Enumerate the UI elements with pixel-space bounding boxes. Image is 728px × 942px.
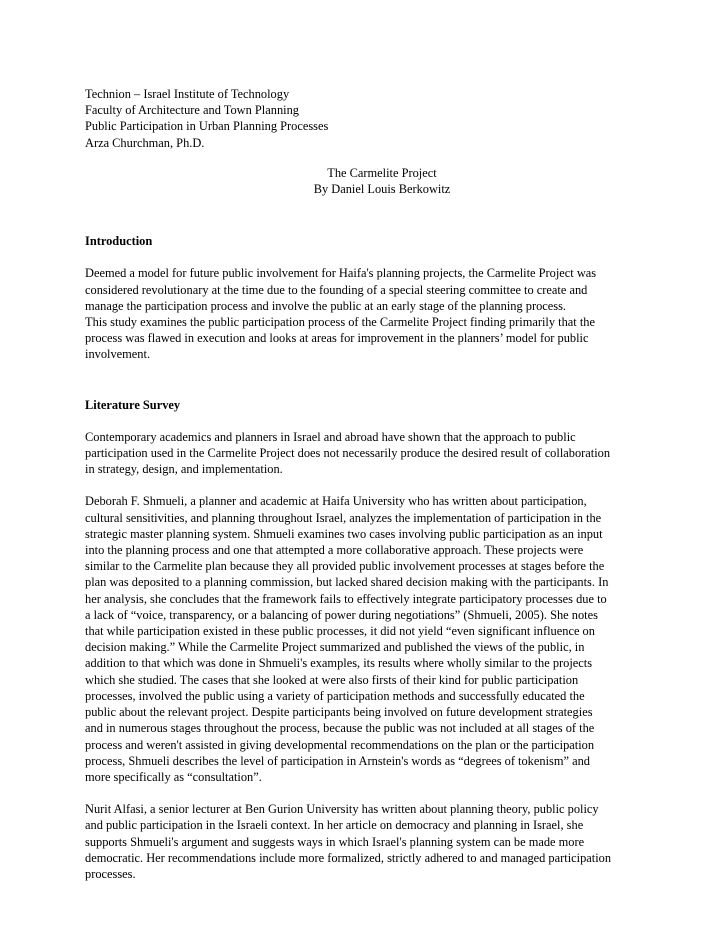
text-line: process, Shmueli describes the level of participation in Arnstein's words as “degrees of tokenism” and (85, 753, 590, 768)
document-title: The Carmelite Project (327, 165, 437, 180)
text-line: which she studied. The cases that she looked at were also firsts of their kind for public participation (85, 672, 579, 687)
header-institution: Technion – Israel Institute of Technology (85, 87, 290, 101)
text-line: democratic. Her recommendations include more formalized, strictly adhered to and managed participation (85, 850, 612, 865)
text-line: process was flawed in execution and looks at areas for improvement in the planners’ model for public (85, 331, 589, 346)
text-line: public about the relevant project. Despite participants being involved on future development strategies (85, 705, 593, 720)
literature-paragraph-alfasi (85, 801, 645, 882)
document-title-block (85, 165, 645, 197)
text-line: a lack of “voice, transparency, or a balancing of power during negotiations” (Shmueli, 2005). She notes (85, 607, 598, 622)
text-line: in strategy, design, and implementation. (85, 462, 283, 477)
header-faculty: Faculty of Architecture and Town Planning (85, 103, 299, 118)
text-line: participation used in the Carmelite Project does not necessarily produce the desired result of collaboration (85, 446, 611, 461)
text-line: Contemporary academics and planners in Israel and abroad have shown that the approach to public (85, 429, 576, 444)
document-page (85, 86, 645, 882)
literature-survey-heading: Literature Survey (85, 397, 181, 412)
header-course: Public Participation in Urban Planning Processes (85, 119, 329, 134)
introduction-heading: Introduction (85, 234, 153, 249)
text-line: addition to that which was done in Shmueli's examples, its results where wholly similar to the projects (85, 656, 593, 671)
text-line: Nurit Alfasi, a senior lecturer at Ben Gurion University has written about planning theory, public policy (85, 802, 599, 817)
text-line: and in numerous stages throughout the process, because the public was not included at all stages of the (85, 721, 595, 736)
text-line: processes. (85, 866, 136, 881)
document-header (85, 86, 645, 151)
text-line: strategic master planning system. Shmueli examines two cases involving public participation as an input (85, 526, 603, 541)
document-byline: By Daniel Louis Berkowitz (313, 182, 451, 197)
text-line: supports Shmueli's argument and suggests ways in which Israel's planning system can be made more (85, 834, 585, 849)
literature-paragraph-1 (85, 429, 645, 478)
text-line: into the planning process and one that attempted a more collaborative approach. These projects were (85, 543, 584, 558)
text-line: involvement. (85, 347, 151, 362)
text-line: and public participation in the Israeli context. In her article on democracy and planning in Israel, she (85, 818, 584, 833)
text-line: that while participation existed in these public processes, it did not yield “even significant influence on (85, 624, 595, 639)
text-line: manage the participation process and involve the public at an early stage of the planning process. (85, 298, 567, 313)
text-line: Deemed a model for future public involvement for Haifa's planning projects, the Carmelite Project was (85, 266, 597, 281)
text-line: cultural sensitivities, and planning throughout Israel, analyzes the implementation of participation in the (85, 510, 602, 525)
text-line: Deborah F. Shmueli, a planner and academic at Haifa University who has written about participation, (85, 494, 587, 509)
header-instructor: Arza Churchman, Ph.D. (85, 135, 205, 150)
text-line: similar to the Carmelite plan because they all provided public involvement processes at stages before the (85, 559, 605, 574)
text-line: This study examines the public participation process of the Carmelite Project finding primarily that the (85, 315, 595, 330)
text-line: more specifically as “consultation”. (85, 769, 262, 784)
text-line: decision making.” While the Carmelite Project summarized and published the views of the public, in (85, 640, 585, 655)
text-line: processes, involved the public using a variety of participation methods and successfully educated the (85, 688, 585, 703)
text-line: considered revolutionary at the time due to the founding of a special steering committee to create and (85, 282, 588, 297)
text-line: plan was deposited to a planning commission, but lacked shared decision making with the participants. In (85, 575, 609, 590)
text-line: process and weren't assisted in giving developmental recommendations on the plan or the participation (85, 737, 595, 752)
introduction-paragraph (85, 265, 645, 362)
literature-paragraph-shmueli (85, 493, 645, 785)
text-line: her analysis, she concludes that the framework fails to effectively integrate participatory processes due to (85, 591, 607, 606)
